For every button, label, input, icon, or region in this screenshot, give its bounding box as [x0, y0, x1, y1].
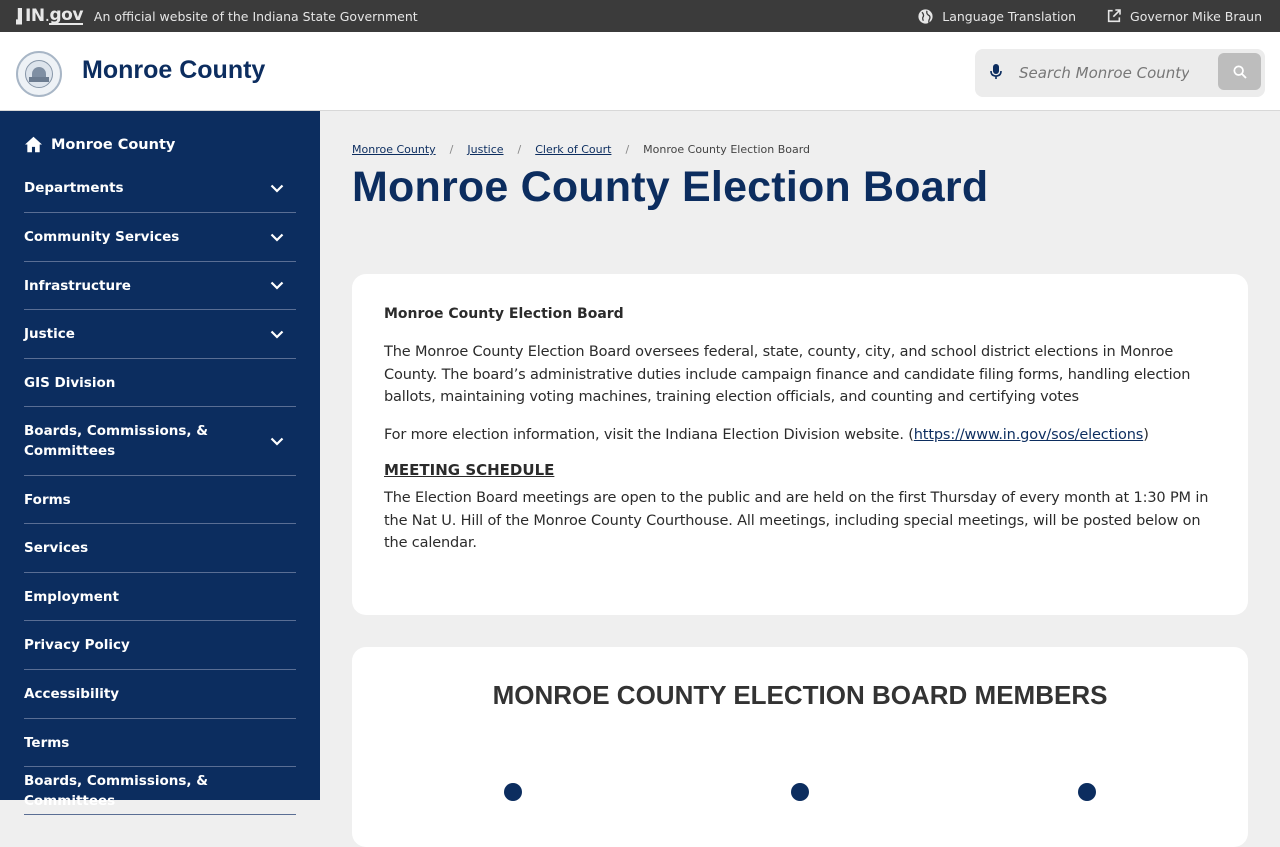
- election-board-info-card: [352, 274, 1248, 615]
- sidebar-menu: [24, 164, 296, 815]
- governor-link[interactable]: [1106, 8, 1262, 24]
- ingov-logo-in: IN: [25, 6, 45, 26]
- chevron-down-icon[interactable]: [268, 325, 286, 343]
- sidebar-item[interactable]: [24, 719, 296, 767]
- ingov-logo[interactable]: [16, 6, 83, 26]
- main-content: [320, 111, 1280, 800]
- seal-dome: [32, 67, 46, 77]
- member-photo-placeholder: [504, 783, 522, 801]
- sidebar-item-label: Accessibility: [24, 686, 120, 702]
- sidebar-home-link[interactable]: [24, 136, 175, 153]
- site-header: [0, 32, 1280, 111]
- sidebar-item-label: Terms: [24, 734, 70, 751]
- chevron-down-icon[interactable]: [268, 228, 286, 246]
- breadcrumb-link[interactable]: Justice: [467, 143, 504, 156]
- sidebar-home-label: Monroe County: [51, 136, 176, 153]
- chevron-down-icon[interactable]: [268, 432, 286, 450]
- sidebar-item-label: Infrastructure: [24, 277, 131, 294]
- sidebar-item[interactable]: [24, 670, 296, 719]
- sidebar-item[interactable]: [24, 213, 296, 262]
- sidebar-item-label: Boards, Commissions, & Committees: [24, 772, 209, 809]
- ingov-logo-dot: .: [44, 6, 50, 26]
- ingov-logo-gov: gov: [49, 4, 83, 25]
- sidebar-item-label: Privacy Policy: [24, 637, 130, 653]
- sidebar-item-label: Justice: [24, 326, 75, 342]
- info-link-paragraph: [384, 424, 1216, 447]
- sidebar-item-label: Employment: [24, 588, 119, 605]
- state-banner: [0, 0, 1280, 32]
- info-paragraph: The Monroe County Election Board oversees federal, state, county, city, and school district elections in Monroe County. The board’s administrative duties include campaign finance and candidate filing forms, handling election ballots, maintaining voting machines, training election officials, and counting and certifying votes: [384, 344, 1191, 405]
- search-button[interactable]: [1218, 53, 1261, 90]
- indiana-shape-icon: [16, 8, 22, 25]
- sidebar-item-label: Community Services: [24, 229, 180, 245]
- sidebar-item[interactable]: [24, 767, 296, 815]
- sidebar-item[interactable]: [24, 262, 296, 310]
- member-photo-placeholder: [1078, 783, 1096, 801]
- page-title: Monroe County Election Board: [352, 163, 989, 211]
- site-title[interactable]: Monroe County: [82, 56, 266, 84]
- sidebar-item[interactable]: [24, 407, 296, 476]
- language-translation-label: Language Translation: [942, 8, 1077, 24]
- external-link-icon: [1106, 8, 1122, 24]
- sidebar-item[interactable]: [24, 164, 296, 213]
- info-link-prefix: For more election information, visit the Indiana Election Division website. (: [384, 426, 914, 443]
- info-link-suffix: ): [1143, 426, 1149, 443]
- breadcrumb-separator: /: [517, 143, 522, 156]
- sidebar-item[interactable]: [24, 621, 296, 670]
- breadcrumb-link[interactable]: Clerk of Court: [535, 143, 612, 156]
- official-website-text: An official website of the Indiana State Government: [93, 8, 418, 24]
- globe-icon: [917, 8, 934, 25]
- breadcrumb-separator: /: [449, 143, 454, 156]
- breadcrumb: [352, 143, 810, 156]
- search-input[interactable]: [1019, 59, 1189, 87]
- sidebar-item-label: Departments: [24, 180, 124, 196]
- sidebar-item-label: GIS Division: [24, 374, 116, 391]
- home-icon: [24, 136, 43, 153]
- breadcrumb-separator: /: [625, 143, 630, 156]
- county-seal-logo[interactable]: [16, 51, 62, 97]
- board-members-card: [352, 647, 1248, 847]
- meeting-schedule-text: The Election Board meetings are open to the public and are held on the first Thursday of every month at 1:30 PM in the Nat U. Hill of the Monroe County Courthouse. All meetings, including special meetings, will be posted below on the calendar.: [384, 490, 1209, 551]
- breadcrumb-current: Monroe County Election Board: [643, 143, 811, 156]
- search-icon: [1232, 64, 1248, 80]
- microphone-icon[interactable]: [989, 63, 1003, 81]
- sidebar-item[interactable]: [24, 573, 296, 621]
- sidebar-item-label: Boards, Commissions, & Committees: [24, 423, 209, 459]
- info-heading: Monroe County Election Board: [384, 306, 624, 322]
- sidebar-item[interactable]: [24, 310, 296, 359]
- board-members-title: MONROE COUNTY ELECTION BOARD MEMBERS: [492, 680, 1108, 710]
- sidebar-item[interactable]: [24, 524, 296, 573]
- meeting-schedule-heading: MEETING SCHEDULE: [384, 461, 555, 479]
- member-photo-placeholder: [791, 783, 809, 801]
- sidebar-item-label: Services: [24, 540, 89, 556]
- search-box: [975, 49, 1265, 97]
- sidebar-item[interactable]: [24, 476, 296, 524]
- chevron-down-icon[interactable]: [268, 277, 286, 295]
- chevron-down-icon[interactable]: [268, 179, 286, 197]
- elections-website-link[interactable]: https://www.in.gov/sos/elections: [913, 426, 1144, 443]
- breadcrumb-link[interactable]: Monroe County: [352, 143, 436, 156]
- sidebar-item-label: Forms: [24, 491, 71, 508]
- sidebar-item[interactable]: [24, 359, 296, 407]
- seal-base: [29, 77, 49, 82]
- sidebar-nav: [0, 111, 320, 809]
- language-translation-link[interactable]: [917, 8, 1076, 25]
- governor-label: Governor Mike Braun: [1130, 8, 1262, 24]
